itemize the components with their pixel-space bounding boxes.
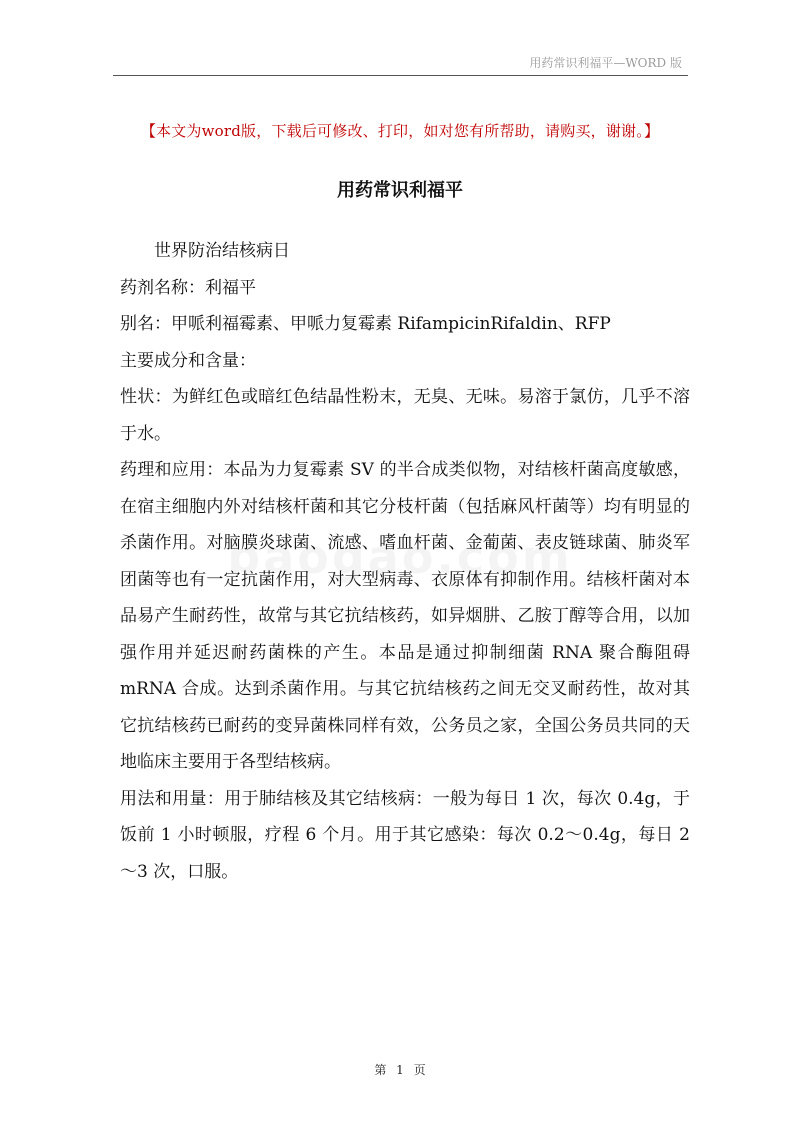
paragraph-dosage: 用法和用量：用于肺结核及其它结核病：一般为每日 1 次，每次 0.4g，于饭前 1 小时顿服，疗程 6 个月。用于其它感染：每次 0.2～0.4g，每日 2～3 次，口服。: [120, 788, 690, 882]
running-header: 用药常识利福平—WORD 版: [529, 56, 682, 70]
page-number: [0, 1061, 800, 1078]
page-prefix: 第: [374, 1063, 387, 1077]
header-divider: [113, 75, 688, 76]
page-number-value: 1: [396, 1063, 404, 1077]
paragraph-aliases: 别名：甲哌利福霉素、甲哌力复霉素 RifampicinRifaldin、RFP: [120, 314, 611, 334]
paragraph-ingredients: 主要成分和含量：: [120, 350, 256, 371]
document-title: 用药常识利福平: [337, 180, 463, 201]
page-suffix: 页: [413, 1063, 426, 1077]
paragraph-pharmacology: 药理和应用：本品为力复霉素 SV 的半合成类似物，对结核杆菌高度敏感，在宿主细胞内外对结核杆菌和其它分枝杆菌（包括麻风杆菌等）均有明显的杀菌作用。对脑膜炎球菌、流感、嗜血杆菌、金葡菌、表皮链球菌、肺炎军团菌等也有一定抗菌作用，对大型病毒、衣原体有抑制作用。结核杆菌对本品易产生耐药性，故常与其它抗结核药，如异烟肼、乙胺丁醇等合用，以加强作用并延迟耐药菌株的产生。本品是通过抑制细菌 RNA 聚合酶阻碍 mRNA 合成。达到杀菌作用。与其它抗结核药之间无交叉耐药性，故对其它抗结核药已耐药的变异菌株同样有效，公务员之家，全国公务员共同的天地临床主要用于各型结核病。: [120, 460, 690, 772]
download-notice: 【本文为word版，下载后可修改、打印，如对您有所帮助，请购买，谢谢。】: [140, 122, 660, 140]
document-body: [120, 233, 690, 890]
paragraph-drug-name: 药剂名称：利福平: [120, 277, 256, 298]
paragraph-subheading: 世界防治结核病日: [154, 241, 290, 261]
paragraph-properties: 性状：为鲜红色或暗红色结晶性粉末，无臭、无味。易溶于氯仿，几乎不溶于水。: [120, 387, 690, 444]
